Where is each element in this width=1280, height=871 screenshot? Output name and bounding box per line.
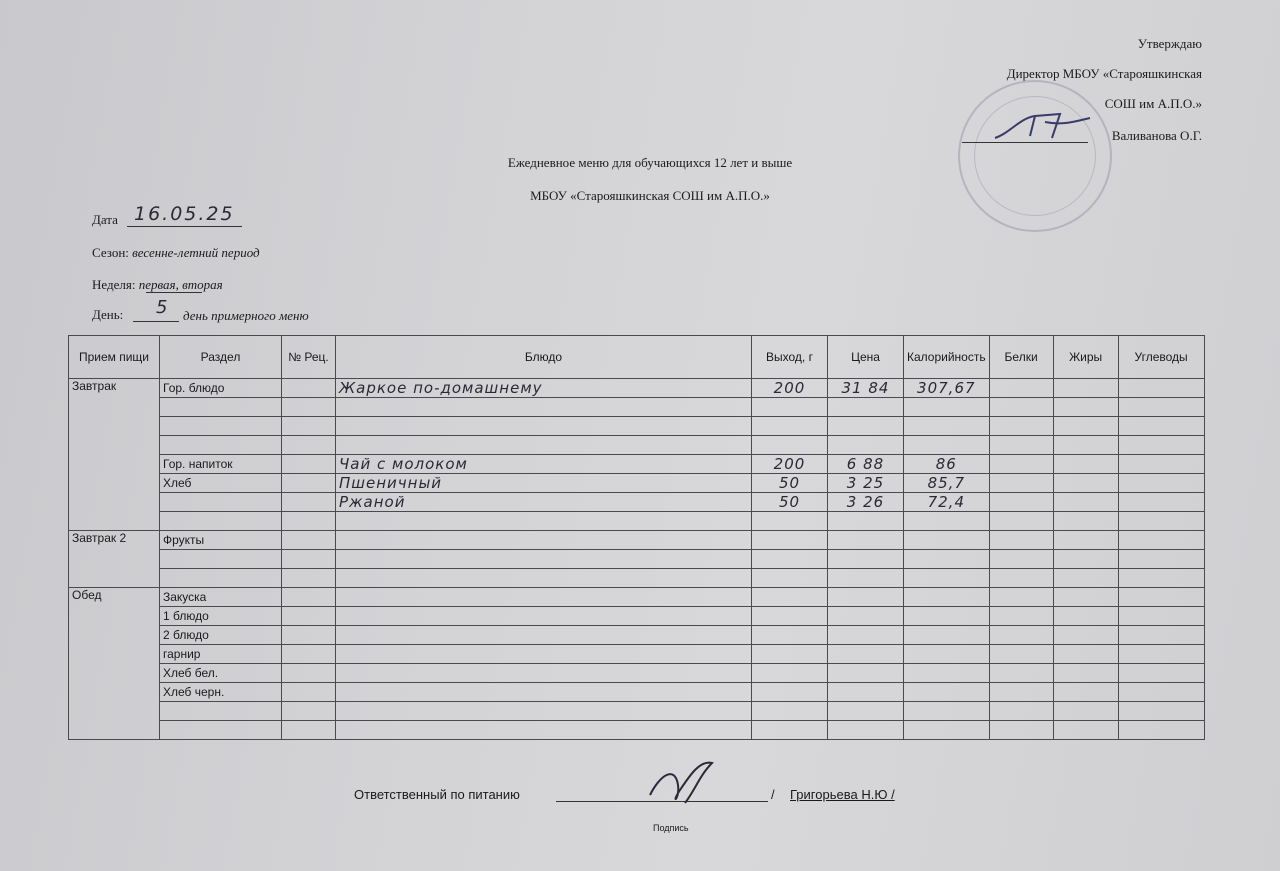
carbs-cell xyxy=(1118,664,1204,683)
fat-cell xyxy=(1053,588,1118,607)
calories-cell: 72,4 xyxy=(904,493,990,512)
recipe-number-cell xyxy=(282,569,336,588)
calories-cell xyxy=(904,512,990,531)
calories-cell xyxy=(904,683,990,702)
approval-line4: Валиванова О.Г. xyxy=(1111,128,1202,143)
column-header: Жиры xyxy=(1053,336,1118,379)
protein-cell xyxy=(989,645,1053,664)
yield-cell xyxy=(752,436,828,455)
carbs-cell xyxy=(1118,512,1204,531)
school-name: МБОУ «Старояшкинская СОШ им А.П.О.» xyxy=(530,188,770,203)
responsible-label: Ответственный по питанию xyxy=(354,787,520,802)
dish-cell xyxy=(336,683,752,702)
protein-cell xyxy=(989,531,1053,550)
carbs-cell xyxy=(1118,626,1204,645)
dish-cell xyxy=(336,721,752,740)
carbs-cell xyxy=(1118,417,1204,436)
table-row xyxy=(69,398,1205,417)
column-header: Углеводы xyxy=(1118,336,1204,379)
calories-cell xyxy=(904,626,990,645)
week-underline xyxy=(146,292,202,293)
meal-cell: Обед xyxy=(69,588,160,607)
carbs-cell xyxy=(1118,607,1204,626)
column-header: Выход, г xyxy=(752,336,828,379)
fat-cell xyxy=(1053,683,1118,702)
dish-cell xyxy=(336,588,752,607)
calories-cell xyxy=(904,607,990,626)
meal-cell xyxy=(69,493,160,512)
fat-cell xyxy=(1053,474,1118,493)
dish-cell: Чай с молоком xyxy=(336,455,752,474)
column-header: Цена xyxy=(828,336,904,379)
responsible-name: Григорьева Н.Ю / xyxy=(790,787,895,802)
table-row xyxy=(69,417,1205,436)
dish-cell: Пшеничный xyxy=(336,474,752,493)
fat-cell xyxy=(1053,550,1118,569)
calories-cell xyxy=(904,588,990,607)
price-cell xyxy=(828,531,904,550)
fat-cell xyxy=(1053,645,1118,664)
section-cell xyxy=(160,398,282,417)
fat-cell xyxy=(1053,493,1118,512)
meal-cell xyxy=(69,569,160,588)
carbs-cell xyxy=(1118,436,1204,455)
table-row xyxy=(69,379,1205,398)
date-label: Дата xyxy=(92,212,118,227)
section-cell: Хлеб xyxy=(160,474,282,493)
yield-cell xyxy=(752,512,828,531)
section-cell: Закуска xyxy=(160,588,282,607)
meal-cell xyxy=(69,683,160,702)
price-cell: 6 88 xyxy=(828,455,904,474)
carbs-cell xyxy=(1118,702,1204,721)
recipe-number-cell xyxy=(282,436,336,455)
calories-cell: 307,67 xyxy=(904,379,990,398)
column-header: Калорийность xyxy=(904,336,990,379)
dish-cell xyxy=(336,550,752,569)
table-row xyxy=(69,550,1205,569)
fat-cell xyxy=(1053,664,1118,683)
approval-line2: Директор МБОУ «Старояшкинская xyxy=(1006,66,1202,81)
meal-cell xyxy=(69,607,160,626)
protein-cell xyxy=(989,664,1053,683)
season-value: весенне-летний период xyxy=(132,245,260,260)
yield-cell xyxy=(752,550,828,569)
price-cell xyxy=(828,550,904,569)
day-label: День: xyxy=(92,307,124,322)
dish-cell xyxy=(336,645,752,664)
recipe-number-cell xyxy=(282,512,336,531)
calories-cell xyxy=(904,417,990,436)
carbs-cell xyxy=(1118,569,1204,588)
fat-cell xyxy=(1053,626,1118,645)
table-row xyxy=(69,493,1205,512)
season-label: Сезон: xyxy=(92,245,129,260)
price-cell xyxy=(828,436,904,455)
meal-cell xyxy=(69,664,160,683)
responsible-signature xyxy=(640,755,730,810)
day-underline xyxy=(133,321,179,322)
price-cell xyxy=(828,645,904,664)
protein-cell xyxy=(989,626,1053,645)
column-header: Блюдо xyxy=(336,336,752,379)
dish-cell xyxy=(336,512,752,531)
day-suffix-text: день примерного меню xyxy=(183,308,309,323)
dish-cell xyxy=(336,417,752,436)
carbs-cell xyxy=(1118,721,1204,740)
yield-cell xyxy=(752,398,828,417)
price-cell: 3 25 xyxy=(828,474,904,493)
table-row xyxy=(69,645,1205,664)
fat-cell xyxy=(1053,436,1118,455)
carbs-cell xyxy=(1118,588,1204,607)
stamp-seal xyxy=(958,80,1112,232)
table-header xyxy=(69,336,1205,379)
table-row xyxy=(69,683,1205,702)
protein-cell xyxy=(989,417,1053,436)
protein-cell xyxy=(989,683,1053,702)
table-body xyxy=(69,379,1205,740)
meal-cell xyxy=(69,702,160,721)
protein-cell xyxy=(989,436,1053,455)
protein-cell xyxy=(989,607,1053,626)
recipe-number-cell xyxy=(282,645,336,664)
fat-cell xyxy=(1053,721,1118,740)
yield-cell xyxy=(752,588,828,607)
recipe-number-cell xyxy=(282,626,336,645)
menu-table xyxy=(68,335,1205,740)
protein-cell xyxy=(989,398,1053,417)
calories-cell xyxy=(904,721,990,740)
date-value: 16.05.25 xyxy=(134,203,235,225)
approval-line3: СОШ им А.П.О.» xyxy=(1104,96,1202,111)
recipe-number-cell xyxy=(282,683,336,702)
yield-cell xyxy=(752,702,828,721)
dish-cell xyxy=(336,436,752,455)
yield-cell xyxy=(752,531,828,550)
approval-sign-line xyxy=(962,142,1088,143)
carbs-cell xyxy=(1118,683,1204,702)
season-row xyxy=(92,245,260,261)
price-cell xyxy=(828,417,904,436)
section-cell xyxy=(160,493,282,512)
price-cell: 3 26 xyxy=(828,493,904,512)
fat-cell xyxy=(1053,702,1118,721)
yield-cell xyxy=(752,417,828,436)
meal-cell xyxy=(69,626,160,645)
price-cell xyxy=(828,721,904,740)
recipe-number-cell xyxy=(282,474,336,493)
yield-cell xyxy=(752,607,828,626)
approval-line1: Утверждаю xyxy=(1137,36,1202,51)
section-cell: Хлеб черн. xyxy=(160,683,282,702)
price-cell xyxy=(828,683,904,702)
protein-cell xyxy=(989,721,1053,740)
recipe-number-cell xyxy=(282,493,336,512)
recipe-number-cell xyxy=(282,607,336,626)
yield-cell xyxy=(752,683,828,702)
recipe-number-cell xyxy=(282,531,336,550)
protein-cell xyxy=(989,550,1053,569)
meal-cell xyxy=(69,721,160,740)
price-cell xyxy=(828,512,904,531)
protein-cell xyxy=(989,702,1053,721)
yield-cell: 50 xyxy=(752,493,828,512)
calories-cell xyxy=(904,398,990,417)
signature-caption: Подпись xyxy=(653,823,689,833)
recipe-number-cell xyxy=(282,588,336,607)
table-row xyxy=(69,721,1205,740)
day-value: 5 xyxy=(156,297,168,318)
fat-cell xyxy=(1053,455,1118,474)
carbs-cell xyxy=(1118,455,1204,474)
section-cell: Фрукты xyxy=(160,531,282,550)
date-underline xyxy=(127,226,242,227)
recipe-number-cell xyxy=(282,702,336,721)
meal-cell xyxy=(69,512,160,531)
yield-cell xyxy=(752,721,828,740)
dish-cell xyxy=(336,398,752,417)
carbs-cell xyxy=(1118,531,1204,550)
dish-cell xyxy=(336,702,752,721)
column-header: Раздел xyxy=(160,336,282,379)
dish-cell xyxy=(336,607,752,626)
section-cell xyxy=(160,550,282,569)
meal-cell xyxy=(69,398,160,417)
protein-cell xyxy=(989,588,1053,607)
section-cell: Гор. напиток xyxy=(160,455,282,474)
yield-cell xyxy=(752,626,828,645)
week-label: Неделя: xyxy=(92,277,136,292)
recipe-number-cell xyxy=(282,398,336,417)
carbs-cell xyxy=(1118,474,1204,493)
section-cell xyxy=(160,417,282,436)
meal-cell xyxy=(69,436,160,455)
calories-cell: 85,7 xyxy=(904,474,990,493)
recipe-number-cell xyxy=(282,721,336,740)
week-value: первая, вторая xyxy=(138,277,223,292)
recipe-number-cell xyxy=(282,550,336,569)
slash: / xyxy=(771,787,775,802)
section-cell xyxy=(160,721,282,740)
recipe-number-cell xyxy=(282,417,336,436)
protein-cell xyxy=(989,379,1053,398)
table-row xyxy=(69,436,1205,455)
fat-cell xyxy=(1053,569,1118,588)
price-cell xyxy=(828,398,904,417)
fat-cell xyxy=(1053,531,1118,550)
yield-cell xyxy=(752,569,828,588)
price-cell xyxy=(828,607,904,626)
column-header: Белки xyxy=(989,336,1053,379)
dish-cell xyxy=(336,531,752,550)
fat-cell xyxy=(1053,512,1118,531)
table-row xyxy=(69,569,1205,588)
price-cell xyxy=(828,664,904,683)
yield-cell xyxy=(752,645,828,664)
meal-cell xyxy=(69,645,160,664)
table-row xyxy=(69,626,1205,645)
section-cell xyxy=(160,702,282,721)
section-cell: гарнир xyxy=(160,645,282,664)
yield-cell: 50 xyxy=(752,474,828,493)
calories-cell: 86 xyxy=(904,455,990,474)
section-cell: Гор. блюдо xyxy=(160,379,282,398)
section-cell: Хлеб бел. xyxy=(160,664,282,683)
table-row xyxy=(69,474,1205,493)
calories-cell xyxy=(904,531,990,550)
dish-cell xyxy=(336,626,752,645)
price-cell xyxy=(828,569,904,588)
meal-cell xyxy=(69,455,160,474)
meal-cell: Завтрак xyxy=(69,379,160,398)
protein-cell xyxy=(989,569,1053,588)
fat-cell xyxy=(1053,398,1118,417)
table-row xyxy=(69,607,1205,626)
calories-cell xyxy=(904,436,990,455)
fat-cell xyxy=(1053,379,1118,398)
recipe-number-cell xyxy=(282,664,336,683)
carbs-cell xyxy=(1118,645,1204,664)
protein-cell xyxy=(989,512,1053,531)
calories-cell xyxy=(904,664,990,683)
yield-cell: 200 xyxy=(752,379,828,398)
section-cell: 1 блюдо xyxy=(160,607,282,626)
meal-cell xyxy=(69,550,160,569)
menu-title: Ежедневное меню для обучающихся 12 лет и выше xyxy=(507,155,793,170)
meal-cell: Завтрак 2 xyxy=(69,531,160,550)
calories-cell xyxy=(904,702,990,721)
price-cell: 31 84 xyxy=(828,379,904,398)
fat-cell xyxy=(1053,607,1118,626)
protein-cell xyxy=(989,474,1053,493)
carbs-cell xyxy=(1118,398,1204,417)
table-row xyxy=(69,531,1205,550)
recipe-number-cell xyxy=(282,455,336,474)
day-suffix xyxy=(183,308,309,324)
recipe-number-cell xyxy=(282,379,336,398)
table-row xyxy=(69,512,1205,531)
yield-cell: 200 xyxy=(752,455,828,474)
dish-cell xyxy=(336,569,752,588)
carbs-cell xyxy=(1118,550,1204,569)
week-row xyxy=(92,277,223,293)
price-cell xyxy=(828,702,904,721)
section-cell xyxy=(160,436,282,455)
section-cell xyxy=(160,512,282,531)
column-header: № Рец. xyxy=(282,336,336,379)
meal-cell xyxy=(69,417,160,436)
table-row xyxy=(69,702,1205,721)
calories-cell xyxy=(904,569,990,588)
carbs-cell xyxy=(1118,379,1204,398)
table-row xyxy=(69,664,1205,683)
column-header: Прием пищи xyxy=(69,336,160,379)
section-cell xyxy=(160,569,282,588)
dish-cell: Жаркое по-домашнему xyxy=(336,379,752,398)
protein-cell xyxy=(989,493,1053,512)
section-cell: 2 блюдо xyxy=(160,626,282,645)
yield-cell xyxy=(752,664,828,683)
table-row xyxy=(69,588,1205,607)
calories-cell xyxy=(904,550,990,569)
dish-cell xyxy=(336,664,752,683)
calories-cell xyxy=(904,645,990,664)
dish-cell: Ржаной xyxy=(336,493,752,512)
table-row xyxy=(69,455,1205,474)
carbs-cell xyxy=(1118,493,1204,512)
price-cell xyxy=(828,588,904,607)
meal-cell xyxy=(69,474,160,493)
fat-cell xyxy=(1053,417,1118,436)
protein-cell xyxy=(989,455,1053,474)
price-cell xyxy=(828,626,904,645)
